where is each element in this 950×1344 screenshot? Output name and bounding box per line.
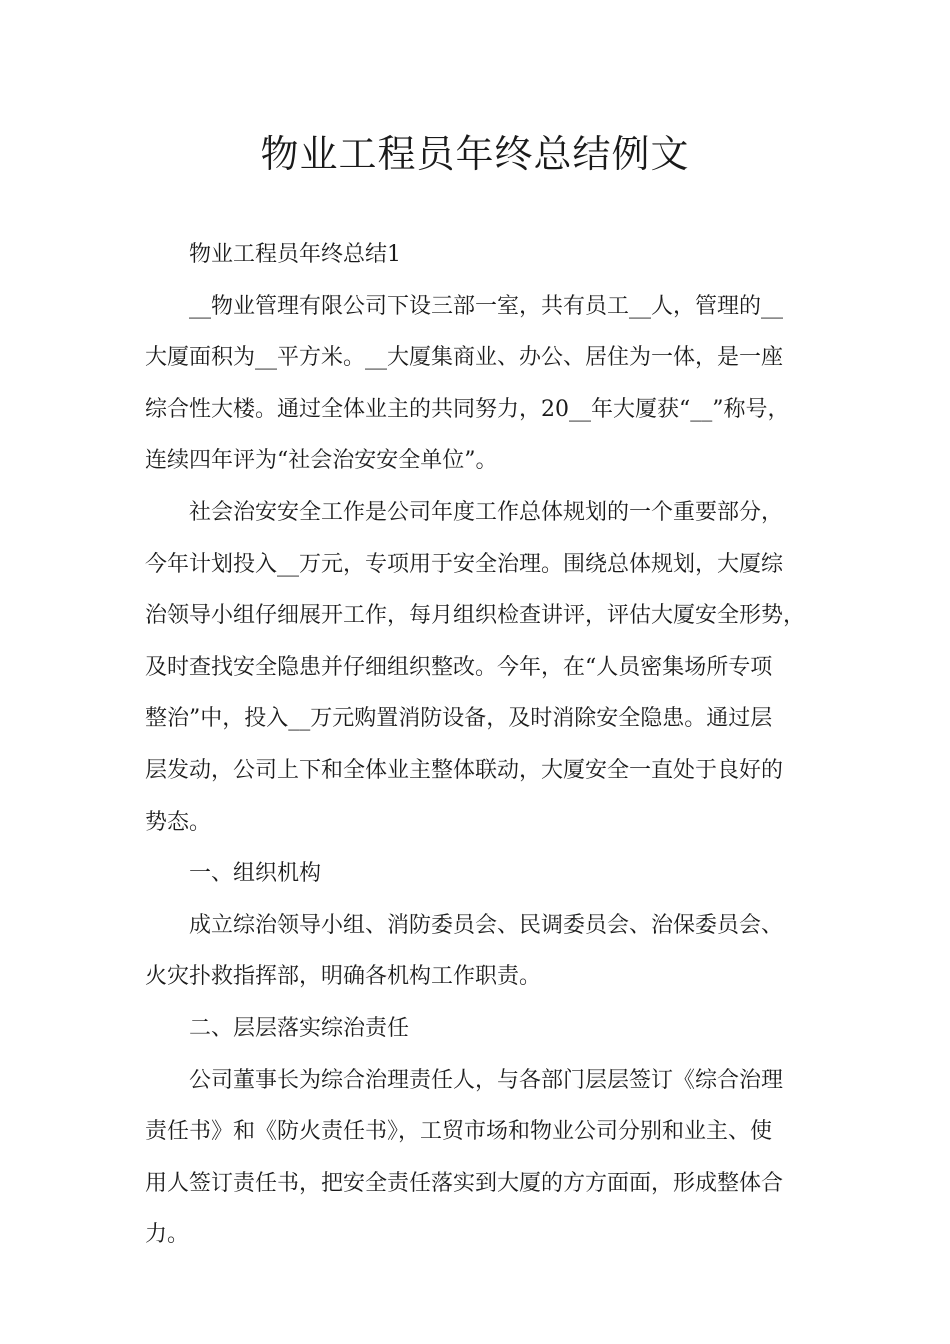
paragraph-line: __物业管理有限公司下设三部一室，共有员工__人，管理的__ (189, 293, 784, 319)
document-body (145, 229, 825, 1261)
paragraph-organization (145, 900, 825, 1003)
paragraph-line: 二、层层落实综治责任 (189, 1015, 410, 1041)
paragraph-line: 今年计划投入__万元，专项用于安全治理。围绕总体规划，大厦综 (145, 551, 784, 577)
paragraph-line: 及时查找安全隐患并仔细组织整改。今年，在“人员密集场所专项 (145, 654, 773, 680)
paragraph-line: 势态。 (145, 809, 212, 835)
paragraph-line: 成立综治领导小组、消防委员会、民调委员会、治保委员会、 (189, 912, 784, 938)
paragraph-line: 物业工程员年终总结1 (189, 242, 401, 267)
paragraph-responsibility (145, 1055, 825, 1261)
paragraph-safety (145, 487, 825, 848)
section-heading-1 (145, 229, 825, 281)
paragraph-line: 连续四年评为“社会治安安全单位”。 (145, 448, 498, 474)
paragraph-line: 用人签订责任书，把安全责任落实到大厦的方方面面，形成整体合 (145, 1170, 784, 1196)
paragraph-line: 整治”中，投入__万元购置消防设备，及时消除安全隐患。通过层 (145, 706, 773, 732)
paragraph-line: 责任书》和《防火责任书》，工贸市场和物业公司分别和业主、使 (145, 1119, 773, 1145)
section-heading-responsibility (145, 1003, 825, 1055)
paragraph-line: 综合性大楼。通过全体业主的共同努力，20__年大厦获“__”称号， (145, 396, 790, 422)
document-title: 物业工程员年终总结例文 (260, 132, 690, 176)
paragraph-line: 社会治安安全工作是公司年度工作总体规划的一个重要部分， (189, 499, 784, 525)
paragraph-line: 一、组织机构 (189, 861, 322, 887)
paragraph-line: 治领导小组仔细展开工作，每月组织检查讲评，评估大厦安全形势， (145, 603, 806, 629)
paragraph-line: 层发动，公司上下和全体业主整体联动，大厦安全一直处于良好的 (145, 757, 784, 783)
paragraph-line: 公司董事长为综合治理责任人，与各部门层层签订《综合治理 (189, 1067, 784, 1093)
section-heading-organization (145, 848, 825, 900)
paragraph-line: 火灾扑救指挥部，明确各机构工作职责。 (145, 964, 542, 990)
paragraph-line: 大厦面积为__平方米。__大厦集商业、办公、居住为一体，是一座 (145, 345, 784, 371)
paragraph-line: 力。 (145, 1222, 190, 1248)
paragraph-intro (145, 281, 825, 487)
